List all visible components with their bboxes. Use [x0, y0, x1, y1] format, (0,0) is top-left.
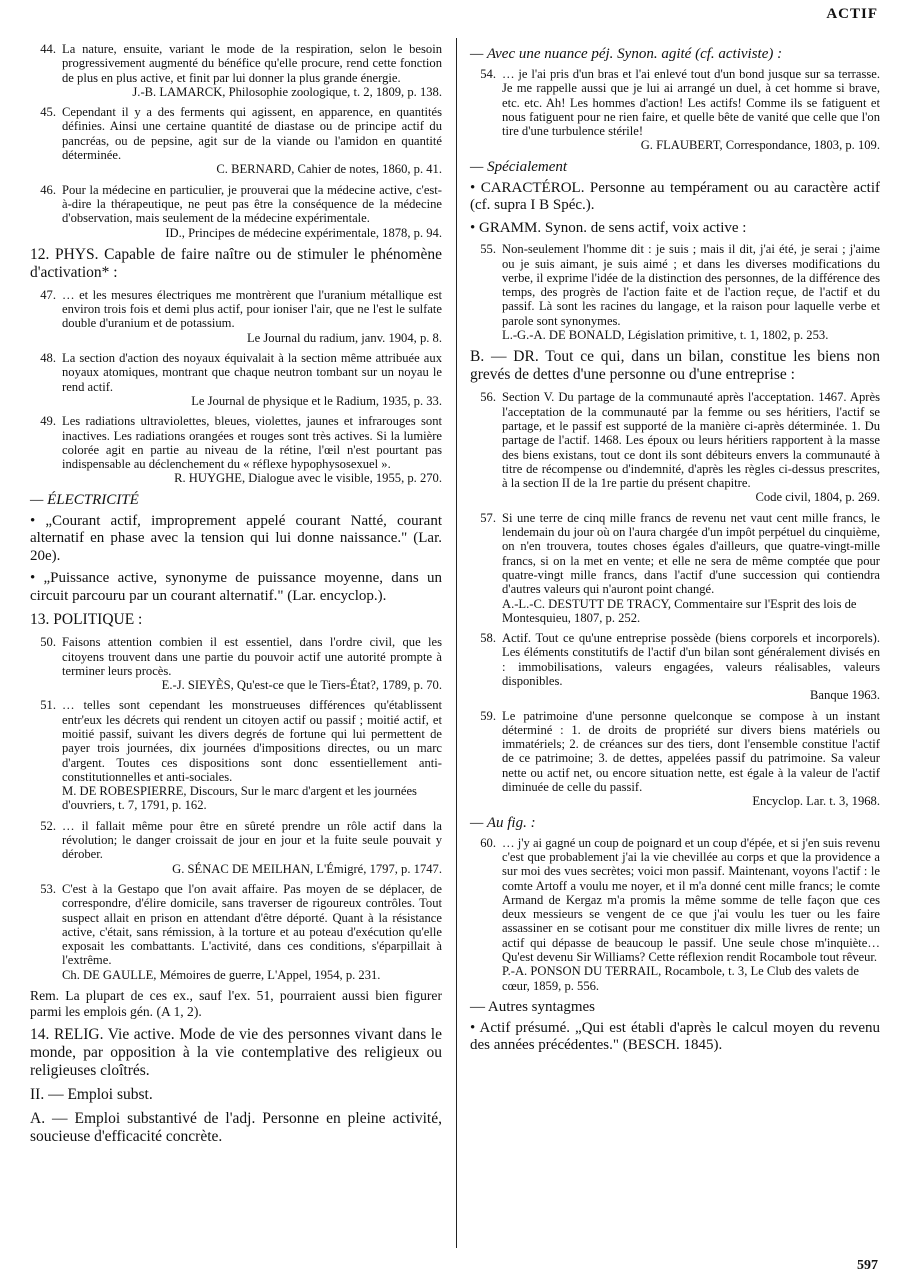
citation-text: Si une terre de cinq mille francs de revenu net vaut cent mille francs, le lendemain du jour où on l'aura chargée d'un impôt perpétuel du cinquième, on n'en trouvera, toutes choses égales d'ailleurs, que quatre-vingt-mille francs, si on la met en vente; et elle ne sera de même comptée que pour quatre-vingt mille francs, dans l'actif d'une succession qui contiendra d'autres valeurs qui n'auront point changé. — [502, 510, 880, 597]
right-column — [470, 42, 880, 1060]
citation-52 — [30, 819, 442, 876]
citation-56 — [470, 390, 880, 504]
citation-text: … telles sont cependant les monstrueuses différences qu'établissent entr'eux les décrets qui rendent un citoyen actif ou passif ; moitié actif, et moitié passif, suivant les divers degrés de fortune qui lui permettent de payer trois journées, dix journées d'impositions directes, ou un marc d'argent. Toutes ces dispositions sont donc essentiellement anti-constitutionnelles et anti-sociales. — [62, 698, 442, 784]
citation-text: … il fallait même pour être en sûreté prendre un rôle actif dans la révolution; le danger croissait de jour en jour et la fuite seule pouvait y dérober. — [62, 818, 442, 862]
remark: Rem. La plupart de ces ex., sauf l'ex. 51, pourraient aussi bien figurer parmi les emplois gén. (A 1, 2). — [30, 988, 442, 1020]
citation-source: R. HUYGHE, Dialogue avec le visible, 1955, p. 270. — [174, 471, 442, 486]
citation-59 — [470, 709, 880, 809]
citation-51 — [30, 698, 442, 812]
citation-49 — [30, 414, 442, 485]
subheading-autres-syntagmes: — Autres syntagmes — [470, 998, 595, 1015]
citation-text: … et les mesures électriques me montrèrent que l'uranium métallique est environ trois fois et demi plus actif, pour ioniser l'air, que ne l'est le sulfate double d'uranium et de potassium. — [62, 287, 442, 331]
section-12-phys: 12. PHYS. Capable de faire naître ou de stimuler le phénomène d'activation* : — [30, 245, 442, 281]
citation-number: 54. — [480, 67, 496, 81]
citation-53 — [30, 882, 442, 982]
subheading-electricite: — ÉLECTRICITÉ — [30, 491, 139, 508]
citation-source: Ch. DE GAULLE, Mémoires de guerre, L'Appel, 1954, p. 231. — [62, 967, 381, 982]
citation-text: … je l'ai pris d'un bras et l'ai enlevé tout d'un bond jusque sur sa terrasse. Je me rappelle aussi que je lui ai arrangé un duel, à cet homme si brave, etc. etc. Ah! Les hommes d'action! Les actifs! Comme ils se fatiguent et nous fatiguent pour ne rien faire, et quelle bête de vanité que celle que l'on tire d'une turbulence stérile! — [502, 67, 880, 139]
running-title: ACTIF — [826, 6, 878, 22]
citation-number: 47. — [40, 287, 56, 302]
citation-number: 55. — [480, 242, 496, 257]
citation-source: Banque 1963. — [810, 688, 880, 703]
citation-number: 60. — [480, 835, 496, 850]
citation-text: Pour la médecine en particulier, je prouverai que la médecine active, c'est-à-dire la thérapeutique, ne peut pas être la conséquence de la médecine d'observation, mais seulement de la médecine expérimentale. — [62, 182, 442, 226]
citation-44 — [30, 42, 442, 99]
citation-45 — [30, 105, 442, 176]
citation-60 — [470, 836, 880, 993]
citation-number: 44. — [40, 42, 56, 56]
citation-number: 59. — [480, 708, 496, 723]
citation-text: Les radiations ultraviolettes, bleues, violettes, jaunes et infrarouges sont inactives. Les radiations orangées et rouges sont très actives. Si la lumière colorée agit en partie au niveau de la rétine, l'œil n'est pourtant pas indispensable au déclenchement du « réflexe hypophysosexuel ». — [62, 414, 442, 472]
section-B-dr: B. — DR. Tout ce qui, dans un bilan, constitue les biens non grevés de dettes d'une personne ou d'une entreprise : — [470, 348, 880, 384]
citation-source: Encyclop. Lar. t. 3, 1968. — [752, 794, 880, 809]
citation-57 — [470, 511, 880, 625]
bullet-actif-presume: • Actif présumé. „Qui est établi d'après le calcul moyen du revenu des années précédentes." (BESCH. 1845). — [470, 1019, 880, 1054]
citation-number: 50. — [40, 635, 56, 650]
citation-58 — [470, 631, 880, 702]
citation-source: G. FLAUBERT, Correspondance, 1803, p. 109. — [640, 138, 880, 153]
citation-text: Le patrimoine d'une personne quelconque se compose à un instant déterminé : 1. de droits de propriété sur divers biens matériels ou immatériels; 2. de créances sur des tiers, dont l'ensemble constitue l'actif de ce patrimoine; 3. de dettes, appelées passif du patrimoine. Sa valeur nette ou actif net, ou encore situation nette, est égale à la valeur de l'actif diminuée de celle du passif. — [502, 708, 880, 795]
column-divider — [456, 38, 457, 1248]
citation-source: Le Journal du radium, janv. 1904, p. 8. — [246, 330, 442, 345]
citation-number: 51. — [40, 698, 56, 713]
citation-number: 58. — [480, 631, 496, 646]
citation-47 — [30, 288, 442, 345]
citation-source: L.-G.-A. DE BONALD, Législation primitive, t. 1, 1802, p. 253. — [502, 328, 829, 343]
citation-number: 49. — [40, 414, 56, 429]
citation-source: M. DE ROBESPIERRE, Discours, Sur le marc d'argent et les journées d'ouvriers, t. 7, 1791, p. 162. — [62, 784, 417, 813]
bullet-courant-actif: • „Courant actif, improprement appelé courant Natté, courant alternatif en phase avec la tension qui lui donne naissance." (Lar. 20e). — [30, 512, 442, 564]
citation-source: Code civil, 1804, p. 269. — [755, 490, 880, 505]
left-column — [30, 42, 442, 1152]
subheading-au-fig: — Au fig. : — [470, 814, 536, 831]
citation-number: 45. — [40, 105, 56, 120]
citation-source: P.-A. PONSON DU TERRAIL, Rocambole, t. 3, Le Club des valets de cœur, 1859, p. 556. — [502, 964, 859, 993]
citation-source: ID., Principes de médecine expérimentale, 1878, p. 94. — [165, 225, 442, 240]
citation-text: La section d'action des noyaux équivalait à la section même attribuée aux noyaux atomiques, montrant que chaque neutron tombant sur un noyau le rend actif. — [62, 351, 442, 394]
citation-source: G. SÉNAC DE MEILHAN, L'Émigré, 1797, p. 1747. — [172, 861, 442, 876]
citation-number: 57. — [480, 510, 496, 525]
citation-54 — [470, 67, 880, 153]
citation-source: E.-J. SIEYÈS, Qu'est-ce que le Tiers-État?, 1789, p. 70. — [161, 678, 442, 693]
citation-text: Actif. Tout ce qu'une entreprise possède (biens corporels et incorporels). Les éléments constitutifs de l'actif d'un bilan sont généralement divisés en : immobilisations, valeurs engagées, valeurs réalisables, valeurs disponibles. — [502, 631, 880, 688]
citation-text: Non-seulement l'homme dit : je suis ; mais il dit, j'ai été, je serai ; j'aime ou je suis aimant, je suis aimé ; et dans les diverses modifications du verbe, il exprime l'idée de la distinction des personnes, de la différence des temps, des progrès de l'action faite et de l'action reçue, de l'actif et du passif. Là sont les racines du langage, et la raison pour laquelle verbe et parole sont synonymes. — [502, 242, 880, 328]
bullet-caracterol: • CARACTÉROL. Personne au tempérament ou au caractère actif (cf. supra I B Spéc.). — [470, 179, 880, 214]
section-A-heading: A. — Emploi substantivé de l'adj. Personne en pleine activité, soucieuse d'efficacité concrète. — [30, 1110, 442, 1146]
citation-text: … j'y ai gagné un coup de poignard et un coup d'épée, et si j'en suis revenu c'est que probablement j'ai la vie chevillée au corps et que la providence a sur moi des vues secrètes; voici mon passif. Maintenant, voyons l'actif : le comte Artoff a voulu me noyer, et il m'a donné cent mille francs; le comte Armand de Kergaz m'a promis la même somme de telle façon que ces deux messieurs se vengent de ce que j'ai voulu les tuer ou les faire assassiner en se cotisant pour me constituer dix mille livres de rente; un actif qui dépasse de beaucoup le passif. Une seule chose m'inquiète… Qu'est devenu Sir Williams? Cette réflexion rendit Rocambole tout rêveur. — [502, 835, 880, 965]
citation-number: 48. — [40, 351, 56, 366]
section-II-heading: II. — Emploi subst. — [30, 1086, 153, 1104]
page-number: 597 — [857, 1258, 878, 1273]
citation-text: La nature, ensuite, variant le mode de la respiration, selon le besoin progressivement augmenté du bénéfice qu'elle procure, rend cette fonction de plus en plus active, et finit par lui donner la plus grande énergie. — [62, 42, 442, 85]
citation-46 — [30, 183, 442, 240]
citation-number: 53. — [40, 881, 56, 896]
citation-source: C. BERNARD, Cahier de notes, 1860, p. 41. — [216, 162, 442, 177]
subheading-specialement: — Spécialement — [470, 158, 568, 175]
citation-number: 46. — [40, 182, 56, 197]
subheading-pejoratif: — Avec une nuance péj. Synon. agité (cf. activiste) : — [470, 46, 783, 62]
section-13-politique: 13. POLITIQUE : — [30, 611, 143, 629]
bullet-gramm: • GRAMM. Synon. de sens actif, voix active : — [470, 219, 747, 236]
bullet-puissance-active: • „Puissance active, synonyme de puissance moyenne, dans un circuit parcouru par un courant alternatif." (Lar. encyclop.). — [30, 570, 442, 604]
citation-48 — [30, 351, 442, 408]
citation-source: Le Journal de physique et le Radium, 1935, p. 33. — [191, 393, 442, 408]
citation-text: Section V. Du partage de la communauté après l'acceptation. 1467. Après l'acceptation de la communauté par la femme ou ses héritiers, l'actif se partage, et le passif est supporté de la manière ci-après déterminée. 1. Du partage de l'actif. 1468. Les époux ou leurs héritiers rapportent à la masse des biens existans, tout ce dont ils sont débiteurs envers la communauté à titre de récompense ou d'indemnité, d'après les règles ci-dessus prescrites, à la section II de la 1re partie du présent chapitre. — [502, 390, 880, 491]
citation-text: C'est à la Gestapo que l'on avait affaire. Pas moyen de se déplacer, de correspondre, d'élire domicile, sans traverser de rigoureux contrôles. Tout suspect allait en prison en attendant d'être déporté. Quant à la résistance active, c'était, sans rémission, à la torture et au poteau d'exécution qu'elle exposait les combattants. L'activité, dans ces conditions, s'éparpillait à l'extrême. — [62, 881, 442, 968]
citation-55 — [470, 242, 880, 342]
citation-50 — [30, 635, 442, 692]
section-14-relig: 14. RELIG. Vie active. Mode de vie des personnes vivant dans le monde, par opposition à la vie contemplative des religieux ou religieuses cloîtrés. — [30, 1026, 442, 1080]
citation-number: 56. — [480, 390, 496, 405]
citation-source: J.-B. LAMARCK, Philosophie zoologique, t. 2, 1809, p. 138. — [132, 84, 442, 99]
citation-source: A.-L.-C. DESTUTT DE TRACY, Commentaire sur l'Esprit des lois de Montesquieu, 1807, p. 252. — [502, 596, 857, 625]
citation-text: Faisons attention combien il est essentiel, dans l'ordre civil, que les citoyens trouvent dans une partie du pouvoir actif une autorité prompte à terminer leurs procès. — [62, 635, 442, 678]
citation-number: 52. — [40, 818, 56, 833]
citation-text: Cependant il y a des ferments qui agissent, en apparence, en quantités définies. Ainsi une certaine quantité de diastase ou de principe actif du pancréas, ou de pepsine, agit sur de la viande ou l'amidon en quantité déterminée. — [62, 105, 442, 163]
